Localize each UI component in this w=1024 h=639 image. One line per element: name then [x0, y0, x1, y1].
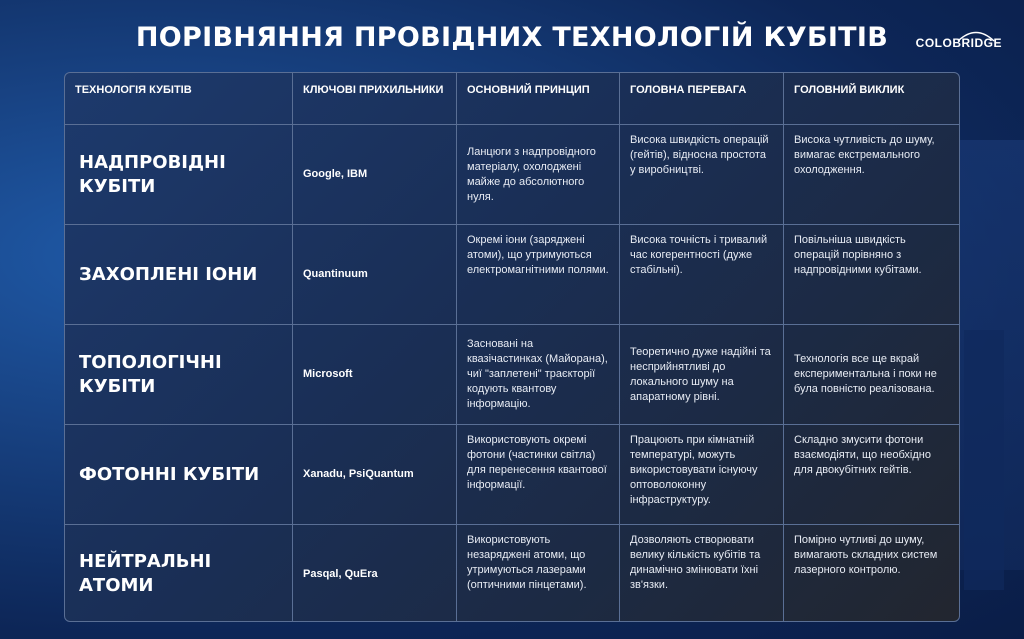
- row-supporters: Microsoft: [293, 325, 457, 425]
- row-challenge: Помірно чутливі до шуму, вимагають складних систем лазерного контролю.: [794, 534, 938, 576]
- background-panel-secondary: [964, 330, 1004, 590]
- row-challenge: Технологія все ще вкрай експериментальна і поки не була повністю реалізована.: [784, 325, 959, 425]
- row-technology: ТОПОЛОГІЧНІ КУБІТИ: [65, 325, 293, 425]
- comparison-table: [64, 72, 960, 622]
- row-supporters: Xanadu, PsiQuantum: [293, 425, 457, 525]
- row-principle: Засновані на квазічастинках (Майорана), чиї "заплетені" траєкторії кодують квантову інформацію.: [457, 325, 620, 425]
- row-principle: Використовують окремі фотони (частинки світла) для перенесення квантової інформації.: [457, 425, 620, 525]
- header-challenge: ГОЛОВНИЙ ВИКЛИК: [784, 73, 959, 125]
- row-technology: ФОТОННІ КУБІТИ: [65, 425, 293, 525]
- row-technology: ЗАХОПЛЕНІ ІОНИ: [65, 225, 293, 325]
- row-technology: НАДПРОВІДНІ КУБІТИ: [65, 125, 293, 225]
- header-technology: ТЕХНОЛОГІЯ КУБІТІВ: [65, 73, 293, 125]
- row-advantage: Працюють при кімнатній температурі, можуть використовувати існуючу оптоволоконну інфраструктуру.: [620, 425, 784, 525]
- row-advantage: Дозволяють створювати велику кількість кубітів та динамічно змінювати їхні зв'язки.: [620, 525, 784, 622]
- header-supporters: КЛЮЧОВІ ПРИХИЛЬНИКИ: [293, 73, 457, 125]
- row-technology: НЕЙТРАЛЬНІ АТОМИ: [65, 525, 293, 622]
- row-supporters: Quantinuum: [293, 225, 457, 325]
- row-principle: Окремі іони (заряджені атоми), що утримуються електромагнітними полями.: [457, 225, 620, 325]
- row-challenge: Повільніша швидкість операцій порівняно з надпровідними кубітами.: [784, 225, 959, 325]
- row-challenge: Складно змусити фотони взаємодіяти, що необхідно для двокубітних гейтів.: [784, 425, 959, 525]
- row-advantage: Теоретично дуже надійні та несприйнятливі до локального шуму на апаратному рівні.: [620, 325, 784, 425]
- row-advantage: Висока швидкість операцій (гейтів), відносна простота у виробництві.: [620, 125, 784, 225]
- row-supporters: Google, IBM: [293, 125, 457, 225]
- header-principle: ОСНОВНИЙ ПРИНЦИП: [457, 73, 620, 125]
- brand-logo: COLOBRIDGE: [915, 36, 1002, 50]
- row-challenge: Висока чутливість до шуму, вимагає екстремального охолодження.: [784, 125, 959, 225]
- row-principle: Ланцюги з надпровідного матеріалу, охолоджені майже до абсолютного нуля.: [457, 125, 620, 225]
- header-advantage: ГОЛОВНА ПЕРЕВАГА: [620, 73, 784, 125]
- row-supporters: Pasqal, QuEra: [293, 525, 457, 622]
- page-title: ПОРІВНЯННЯ ПРОВІДНИХ ТЕХНОЛОГІЙ КУБІТІВ: [135, 22, 889, 53]
- row-principle: Використовують незаряджені атоми, що утримуються лазерами (оптичними пінцетами).: [457, 525, 620, 622]
- row-advantage: Висока точність і тривалий час когерентності (дуже стабільні).: [620, 225, 784, 325]
